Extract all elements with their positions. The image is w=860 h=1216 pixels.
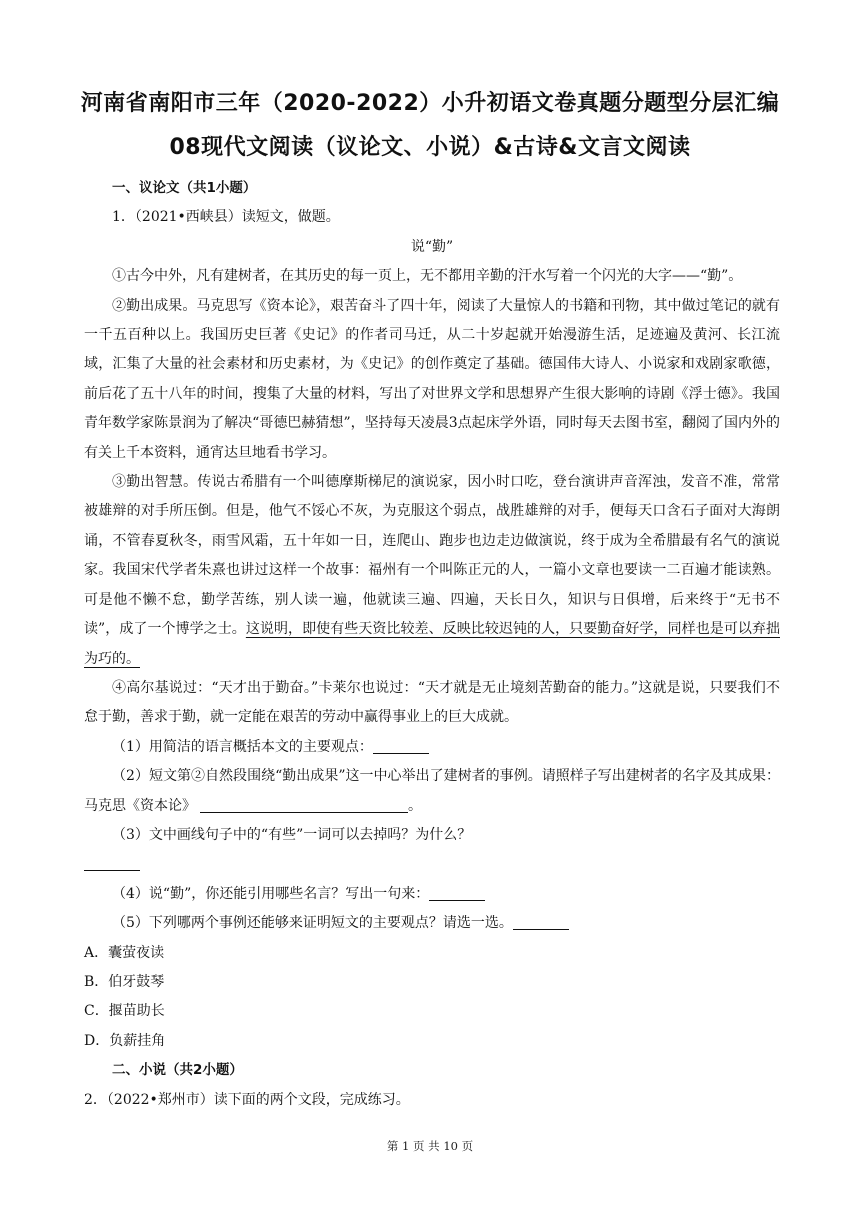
- answer-blank-2[interactable]: [200, 796, 408, 813]
- sub-question-2-end: 。: [408, 797, 422, 814]
- sub-question-2: [84, 762, 780, 821]
- underlined-sentence: 这说明，即使有些天资比较差、反映比较迟钝的人，只要勤奋好学，同样也是可以弃拙为巧的。: [84, 621, 780, 667]
- answer-blank-5[interactable]: [513, 913, 569, 930]
- question-2-stem: 2．（2022•郑州市）读下面的两个文段，完成练习。: [84, 1091, 410, 1108]
- essay-paragraph-3-text: ③勤出智慧。传说古希腊有一个叫德摩斯梯尼的演说家，因小时口吃，登台演讲声音浑浊，发音不准，常常被雄辩的对手所压倒。但是，他气不馁心不灰，为克服这个弱点，战胜雄辩的对手，便每天口含石子面对大海朗诵，不管春夏秋冬，雨雪风霜，五十年如一日，连爬山、跑步也边走边做演说，终于成为全希腊最有名气的演说家。我国宋代学者朱熹也讲过这样一个故事：福州有一个叫陈正元的人，一篇小文章也要读一二百遍才能读熟。可是他不懒不怠，勤学苦练，别人读一遍，他就读三遍、四遍，天长日久，知识与日俱增，后来终于“无书不读”，成了一个博学之士。: [84, 474, 780, 638]
- question-1-stem: 1．（2021•西峡县）读短文，做题。: [112, 209, 340, 226]
- sub-question-5: [84, 909, 780, 938]
- section-heading-fiction: 二、小说（共2小题）: [112, 1062, 243, 1079]
- essay-title: 说“勤”: [410, 238, 454, 255]
- sub-question-1-text: （1）用简洁的语言概括本文的主要观点：: [112, 738, 373, 755]
- sub-question-5-text: （5）下列哪两个事例还能够来证明短文的主要观点？请选一选。: [112, 915, 513, 932]
- document-title-line-1: 河南省南阳市三年（2020-2022）小升初语文卷真题分题型分层汇编: [80, 91, 780, 116]
- section-heading-argumentative: 一、议论文（共1小题）: [112, 180, 257, 196]
- answer-blank-4[interactable]: [429, 884, 485, 901]
- sub-question-3: （3）文中画线句子中的“有些”一词可以去掉吗？为什么？: [112, 826, 472, 843]
- document-title-line-2: 08现代文阅读（议论文、小说）&古诗&文言文阅读: [169, 135, 691, 160]
- answer-blank-1[interactable]: [373, 737, 429, 754]
- option-b: B．伯牙鼓琴: [84, 973, 165, 990]
- document-body: [84, 174, 780, 1115]
- sub-question-3-answer-line: [84, 850, 780, 879]
- essay-paragraph-1: ①古今中外，凡有建树者，在其历史的每一页上，无不都用辛勤的汗水写着一个闪光的大字——“勤”。: [112, 268, 743, 285]
- option-a: A．囊萤夜读: [84, 944, 165, 961]
- essay-paragraph-3: [84, 468, 780, 674]
- sub-question-4-text: （4）说“勤”，你还能引用哪些名言？写出一句来：: [112, 885, 430, 902]
- answer-blank-3[interactable]: [84, 854, 140, 871]
- page-footer: 第 1 页 共 10 页: [386, 1139, 474, 1153]
- sub-question-2-text: （2）短文第②自然段围绕“勤出成果”这一中心举出了建树者的事例。请照样子写出建树者的名字及其成果：马克思《资本论》: [84, 768, 780, 814]
- sub-question-1: [84, 733, 780, 762]
- option-d: D．负薪挂角: [84, 1032, 166, 1049]
- option-c: C．揠苗助长: [84, 1003, 165, 1020]
- essay-paragraph-2: ②勤出成果。马克思写《资本论》，艰苦奋斗了四十年，阅读了大量惊人的书籍和刊物，其中做过笔记的就有一千五百种以上。我国历史巨著《史记》的作者司马迁，从二十岁起就开始漫游生活，足迹遍及黄河、长江流域，汇集了大量的社会素材和历史素材，为《史记》的创作奠定了基础。德国伟大诗人、小说家和戏剧家歌德，前后花了五十八年的时间，搜集了大量的材料，写出了对世界文学和思想界产生很大影响的诗剧《浮士德》。我国青年数学家陈景润为了解决“哥德巴赫猜想”，坚持每天凌晨3点起床学外语，同时每天去图书室，翻阅了国内外的有关上千本资料，通宵达旦地看书学习。: [84, 297, 780, 461]
- essay-paragraph-4: ④高尔基说过：“天才出于勤奋。”卡莱尔也说过：“天才就是无止境刻苦勤奋的能力。”这就是说，只要我们不怠于勤，善求于勤，就一定能在艰苦的劳动中赢得事业上的巨大成就。: [84, 679, 780, 726]
- sub-question-4: [84, 880, 780, 909]
